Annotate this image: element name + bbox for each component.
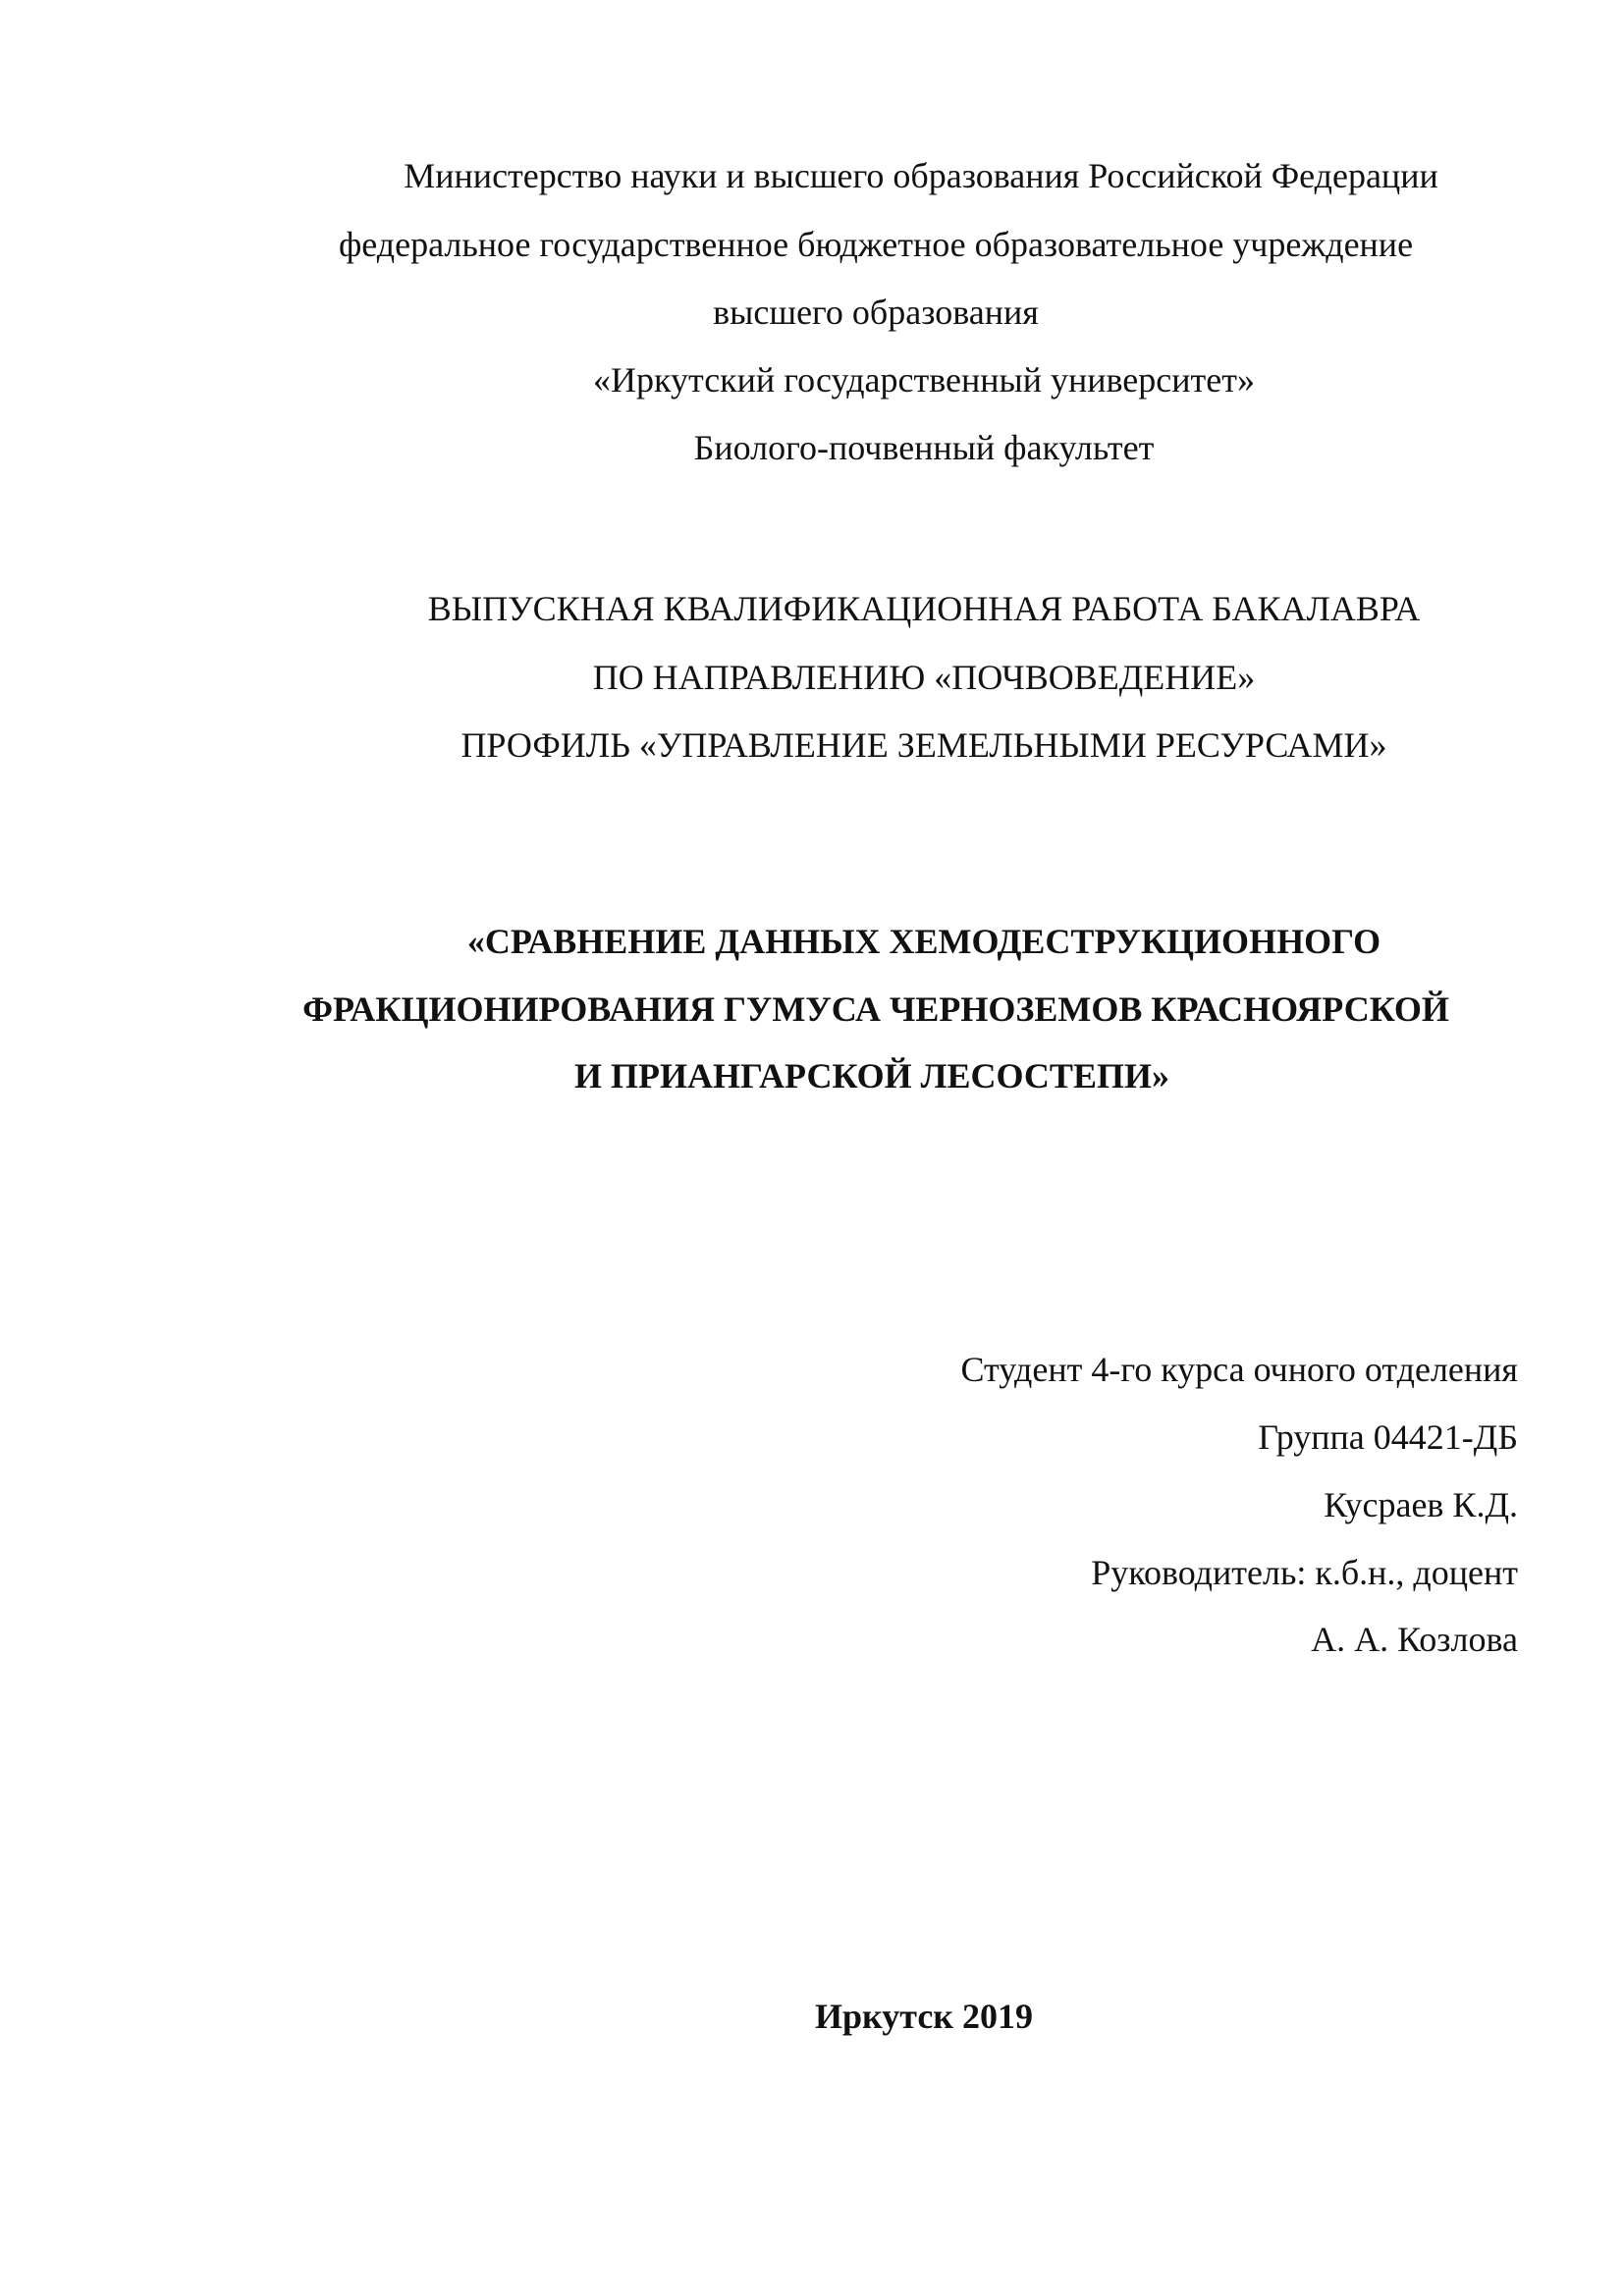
thesis-title-line-3: И ПРИАНГАРСКОЙ ЛЕСОСТЕПИ» — [574, 1056, 1169, 1095]
city-year-line: Иркутск 2019 — [814, 1997, 1034, 2036]
education-level-line: высшего образования — [713, 293, 1039, 332]
faculty-line: Биолого-почвенный факультет — [693, 428, 1155, 467]
university-line: «Иркутский государственный университет» — [593, 360, 1255, 400]
student-group-line: Группа 04421-ДБ — [1258, 1417, 1518, 1457]
supervisor-name-line: А. А. Козлова — [1311, 1620, 1518, 1659]
work-type-line-3: ПРОФИЛЬ «УПРАВЛЕНИЕ ЗЕМЕЛЬНЫМИ РЕСУРСАМИ» — [460, 725, 1387, 765]
supervisor-label-line: Руководитель: к.б.н., доцент — [1091, 1553, 1518, 1592]
thesis-title-line-2: ФРАКЦИОНИРОВАНИЯ ГУМУСА ЧЕРНОЗЕМОВ КРАСНОЯРСКОЙ — [302, 989, 1449, 1029]
student-name-line: Кусраев К.Д. — [1324, 1485, 1518, 1524]
work-type-line-1: ВЫПУСКНАЯ КВАЛИФИКАЦИОННАЯ РАБОТА БАКАЛАВРА — [427, 589, 1421, 628]
thesis-title-line-1: «СРАВНЕНИЕ ДАННЫХ ХЕМОДЕСТРУКЦИОННОГО — [466, 922, 1381, 961]
work-type-line-2: ПО НАПРАВЛЕНИЮ «ПОЧВОВЕДЕНИЕ» — [592, 658, 1256, 697]
ministry-line: Министерство науки и высшего образования Российской Федерации — [404, 156, 1438, 195]
institution-type-line: федеральное государственное бюджетное образовательное учреждение — [338, 225, 1414, 264]
student-course-line: Студент 4-го курса очного отделения — [960, 1350, 1518, 1389]
